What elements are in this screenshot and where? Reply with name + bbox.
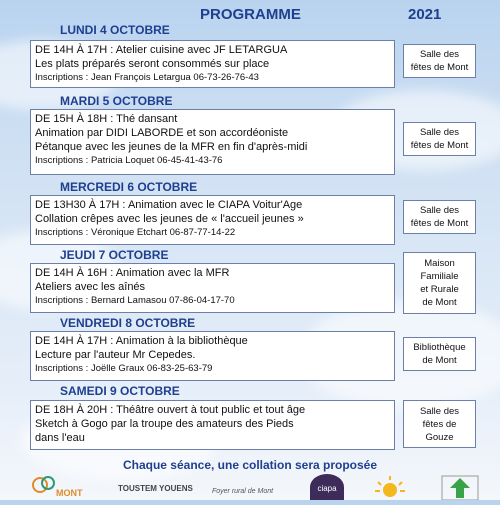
arrow-logo — [440, 474, 480, 500]
location-line: fêtes de — [422, 418, 457, 430]
event-box-samedi — [30, 400, 395, 450]
location-line: fêtes de Mont — [410, 140, 469, 151]
day-title-samedi: SAMEDI 9 OCTOBRE — [60, 384, 180, 398]
foyer-rural-logo-text: Foyer rural de Mont — [212, 488, 274, 495]
location-line: Salle des — [419, 205, 460, 216]
day-title-mercredi: MERCREDI 6 OCTOBRE — [60, 180, 198, 194]
event-box-lundi — [30, 40, 395, 88]
toustem-logo — [118, 474, 208, 500]
event-box-mardi — [30, 109, 395, 175]
programme-year: 2021 — [408, 6, 442, 23]
ciapa-logo-text: ciapa — [310, 474, 344, 500]
event-inscription: Inscriptions : Patricia Loquet 06-45-41-43-76 — [35, 155, 223, 166]
location-line: fêtes de Mont — [410, 218, 469, 229]
event-line: Lecture par l'auteur Mr Cepedes. — [35, 349, 196, 361]
event-line: Ateliers avec les aînés — [35, 281, 146, 293]
mont-logo — [30, 474, 90, 500]
programme-title: PROGRAMME — [200, 6, 301, 23]
location-line: de Mont — [422, 297, 457, 308]
event-line: DE 14H À 17H : Animation à la bibliothèque — [35, 335, 248, 347]
event-line: Animation par DIDI LABORDE et son accordéoniste — [35, 127, 289, 139]
location-line: Bibliothèque — [413, 342, 466, 353]
location-line: Gouze — [425, 431, 454, 443]
event-box-mercredi — [30, 195, 395, 245]
event-inscription: Inscriptions : Joëlle Graux 06-83-25-63-79 — [35, 363, 213, 374]
location-line: Salle des — [419, 127, 460, 138]
day-title-vendredi: VENDREDI 8 OCTOBRE — [60, 316, 196, 330]
location-box-mardi — [403, 122, 476, 156]
location-line: Maison — [424, 258, 455, 269]
location-box-jeudi — [403, 252, 476, 314]
event-line: Sketch à Gogo par la troupe des amateurs des Pieds — [35, 418, 294, 430]
sun-logo — [372, 474, 408, 500]
event-line: DE 14H À 16H : Animation avec la MFR — [35, 267, 230, 279]
event-line: Les plats préparés seront consommés sur place — [35, 58, 270, 70]
location-box-vendredi — [403, 337, 476, 371]
event-line: Collation crêpes avec les jeunes de « l'accueil jeunes » — [35, 213, 304, 225]
event-line: DE 18H À 20H : Théâtre ouvert à tout public et tout âge — [35, 404, 306, 416]
location-line: Familiale — [420, 271, 459, 282]
location-line: Salle des — [419, 405, 460, 417]
location-line: fêtes de Mont — [410, 62, 469, 73]
event-line: DE 13H30 À 17H : Animation avec le CIAPA Voitur'Age — [35, 199, 303, 211]
location-line: et Rurale — [420, 284, 459, 295]
event-inscription: Inscriptions : Véronique Etchart 06-87-77-14-22 — [35, 227, 236, 238]
ciapa-logo — [310, 474, 350, 500]
day-title-lundi: LUNDI 4 OCTOBRE — [60, 23, 170, 37]
day-title-jeudi: JEUDI 7 OCTOBRE — [60, 248, 169, 262]
location-box-lundi — [403, 44, 476, 78]
location-box-mercredi — [403, 200, 476, 234]
event-line: Pétanque avec les jeunes de la MFR en fin d'après-midi — [35, 141, 308, 153]
location-line: de Mont — [422, 355, 457, 366]
foyer-rural-logo — [212, 474, 302, 500]
event-box-jeudi — [30, 263, 395, 313]
toustem-logo-text: TOUSTEM YOUENS — [118, 484, 193, 493]
mont-logo-text: MONT — [56, 488, 83, 498]
collation-note: Chaque séance, une collation sera proposée — [122, 458, 378, 472]
event-inscription: Inscriptions : Jean François Letargua 06-73-26-76-43 — [35, 72, 259, 83]
event-line: DE 15H À 18H : Thé dansant — [35, 113, 178, 125]
day-title-mardi: MARDI 5 OCTOBRE — [60, 94, 173, 108]
event-inscription: Inscriptions : Bernard Lamasou 07-86-04-17-70 — [35, 295, 235, 306]
location-box-samedi — [403, 400, 476, 448]
event-line: dans l'eau — [35, 432, 85, 444]
event-box-vendredi — [30, 331, 395, 381]
event-line: DE 14H À 17H : Atelier cuisine avec JF LETARGUA — [35, 44, 288, 56]
location-line: Salle des — [419, 49, 460, 60]
